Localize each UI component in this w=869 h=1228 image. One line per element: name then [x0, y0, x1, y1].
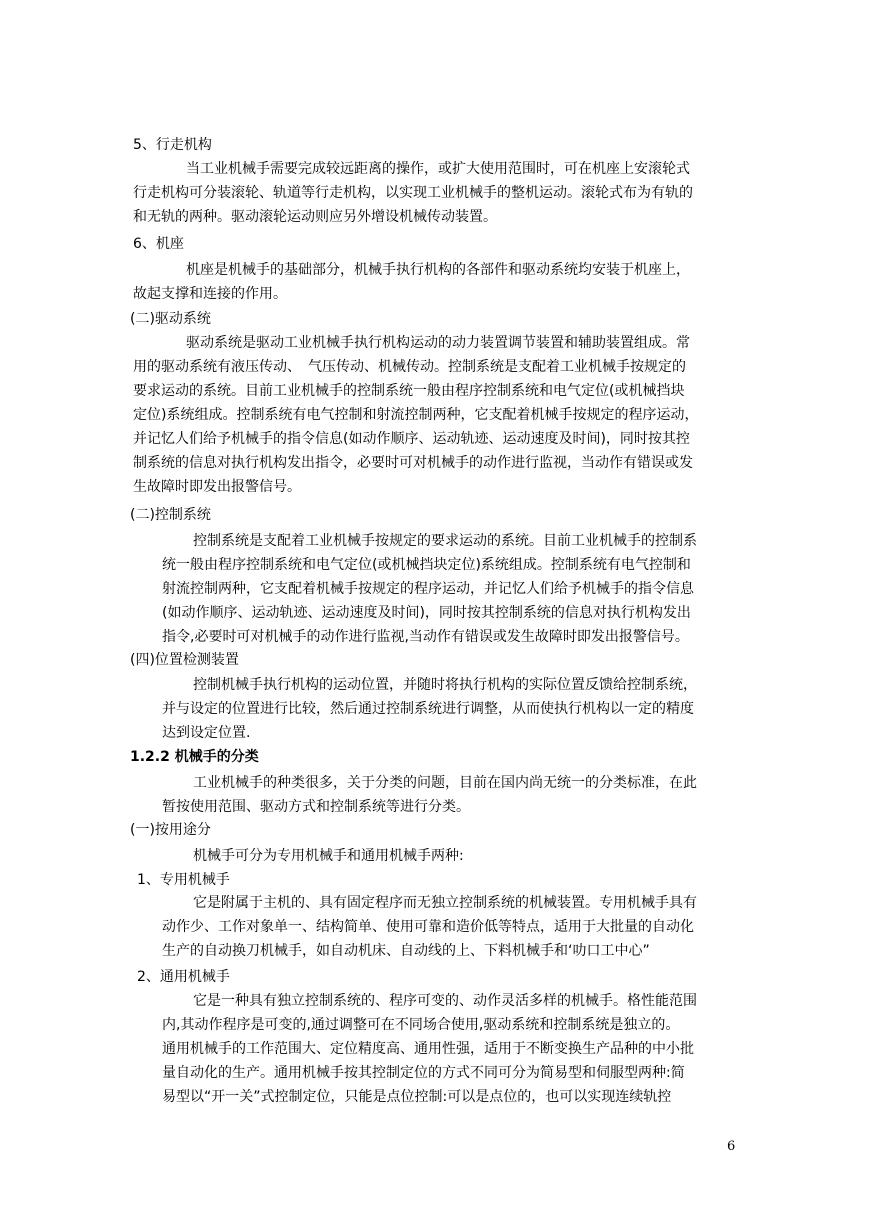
paragraph-line: 当工业机械手需要完成较远距离的操作，或扩大使用范围时，可在机座上安滚轮式: [186, 161, 690, 177]
section-heading: (二)控制系统: [130, 507, 211, 523]
paragraph-line: 生产的自动换刀机械手，如自动机床、自动线的上、下料机械手和‘叻口工中心”: [162, 943, 650, 959]
paragraph-line: 控制系统是支配着工业机械手按规定的要求运动的系统。目前工业机械手的控制系: [193, 533, 697, 549]
paragraph-line: 并与设定的位置进行比较，然后通过控制系统进行调整，从而使执行机构以一定的精度: [162, 701, 694, 717]
paragraph-line: 它是一种具有独立控制系统的、程序可变的、动作灵活多样的机械手。格性能范围: [193, 993, 697, 1009]
paragraph-line: 行走机构可分装滚轮、轨道等行走机构，以实现工业机械手的整机运动。滚轮式布为有轨的: [133, 185, 693, 201]
paragraph-line: 暂按使用范围、驱动方式和控制系统等进行分类。: [162, 799, 470, 815]
paragraph-line: 用的驱动系统有液压传动、 气压传动、机械传动。控制系统是支配着工业机械手按规定的: [133, 359, 686, 375]
section-heading: (二)驱动系统: [130, 311, 211, 327]
subsection-heading: 2、通用机械手: [137, 969, 230, 985]
paragraph-line: 它是附属于主机的、具有固定程序而无独立控制系统的机械装置。专用机械手具有: [193, 895, 697, 911]
paragraph-line: 量自动化的生产。通用机械手按其控制定位的方式不同可分为简易型和伺服型两种:简: [162, 1065, 685, 1081]
paragraph-line: 要求运动的系统。目前工业机械手的控制系统一般由程序控制系统和电气定位(或机械挡块: [133, 383, 685, 399]
paragraph-line: 控制机械手执行机构的运动位置，并随时将执行机构的实际位置反馈给控制系统，: [193, 677, 697, 693]
section-heading: (四)位置检测装置: [130, 652, 239, 668]
paragraph-line: 射流控制两种，它支配着机械手按规定的程序运动，并记忆人们给予机械手的指令信息: [162, 581, 694, 597]
section-heading: (一)按用途分: [130, 822, 211, 838]
subsection-heading: 6、机座: [133, 236, 184, 252]
subsection-heading: 5、行走机构: [133, 137, 212, 153]
paragraph-line: 统一般由程序控制系统和电气定位(或机械挡块定位)系统组成。控制系统有电气控制和: [162, 557, 691, 573]
paragraph-line: 并记忆人们给予机械手的指令信息(如动作顺序、运动轨迹、运动速度及时间)，同时按其控: [133, 431, 690, 447]
paragraph-line: 和无轨的两种。驱动滚轮运动则应另外增设机械传动装置。: [133, 209, 497, 225]
paragraph-line: 机械手可分为专用机械手和通用机械手两种:: [193, 848, 464, 864]
paragraph-line: 驱动系统是驱动工业机械手执行机构运动的动力装置调节装置和辅助装置组成。常: [186, 335, 690, 351]
paragraph-line: 动作少、工作对象单一、结构简单、使用可靠和造价低等特点，适用于大批量的自动化: [162, 919, 694, 935]
paragraph-line: (如动作顺序、运动轨迹、运动速度及时间)，同时按其控制系统的信息对执行机构发出: [162, 605, 691, 621]
paragraph-line: 指令,必要时可对机械手的动作进行监视,当动作有错误或发生故障时即发出报警信号。: [162, 629, 689, 645]
paragraph-line: 工业机械手的种类很多，关于分类的问题，目前在国内尚无统一的分类标准，在此: [193, 775, 697, 791]
paragraph-line: 内,其动作程序是可变的,通过调整可在不同场合使用,驱动系统和控制系统是独立的。: [162, 1017, 680, 1033]
paragraph-line: 定位)系统组成。控制系统有电气控制和射流控制两种，它支配着机械手按规定的程序运动，: [133, 407, 699, 423]
paragraph-line: 故起支撑和连接的作用。: [133, 286, 287, 302]
chapter-heading: 1.2.2 机械手的分类: [130, 749, 259, 765]
paragraph-line: 达到设定位置.: [162, 725, 251, 741]
paragraph-line: 通用机械手的工作范围大、定位精度高、通用性强，适用于不断变换生产品种的中小批: [162, 1041, 694, 1057]
subsection-heading: 1、专用机械手: [137, 872, 230, 888]
paragraph-line: 制系统的信息对执行机构发出指令，必要时可对机械手的动作进行监视，当动作有错误或发: [133, 455, 693, 471]
page-number: 6: [727, 1139, 736, 1154]
paragraph-line: 机座是机械手的基础部分，机械手执行机构的各部件和驱动系统均安装于机座上，: [186, 262, 690, 278]
paragraph-line: 易型以“开一关”式控制定位，只能是点位控制:可以是点位的，也可以实现连续轨控: [162, 1089, 672, 1105]
paragraph-line: 生故障时即发出报警信号。: [133, 479, 301, 495]
